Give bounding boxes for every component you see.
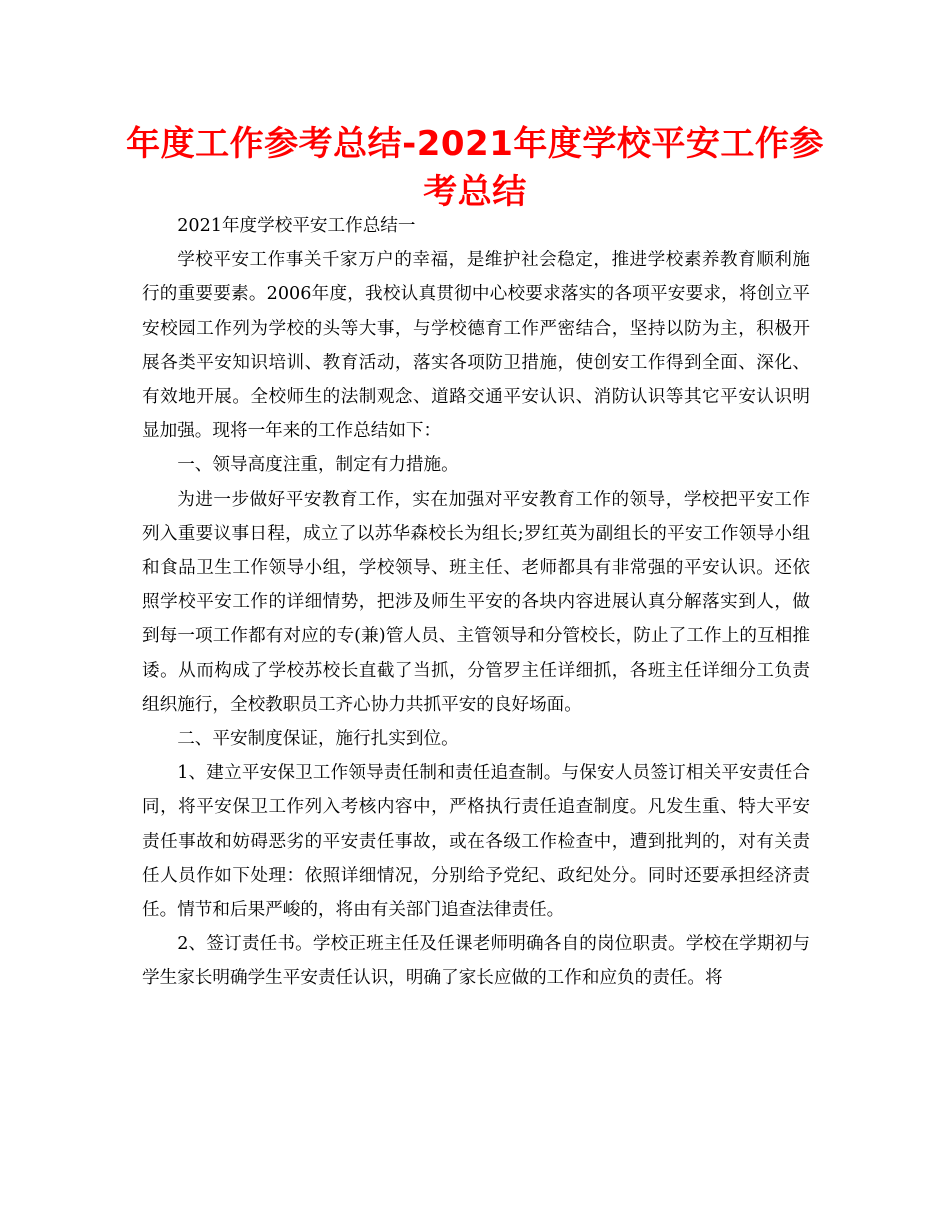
section-heading: 2021年度学校平安工作总结一 xyxy=(177,216,416,236)
document-body xyxy=(142,209,810,996)
paragraph: 1、建立平安保卫工作领导责任制和责任追查制。与保安人员签订相关平安责任合同，将平安保卫工作列入考核内容中，严格执行责任追查制度。凡发生重、特大平安责任事故和妨碍恶劣的平安责任事故，或在各级工作检查中，遭到批判的，对有关责任人员作如下处理：依照详细情况，分别给予党纪、政纪处分。同时还要承担经济责任。情节和后果严峻的，将由有关部门追查法律责任。 xyxy=(142,763,810,921)
section-heading: 二、平安制度保证，施行扎实到位。 xyxy=(177,729,459,750)
paragraph: 为进一步做好平安教育工作，实在加强对平安教育工作的领导，学校把平安工作列入重要议事日程，成立了以苏华森校长为组长;罗红英为副组长的平安工作领导小组和食品卫生工作领导小组，学校领导、班主任、老师都具有非常强的平安认识。还依照学校平安工作的详细情势，把涉及师生平安的各块内容进展认真分解落实到人，做到每一项工作都有对应的专(兼)管人员、主管领导和分管校长，防止了工作上的互相推诿。从而构成了学校苏校长直截了当抓，分管罗主任详细抓，各班主任详细分工负责组织施行，全校教职员工齐心协力共抓平安的良好场面。 xyxy=(142,489,810,715)
paragraph: 学校平安工作事关千家万户的幸福，是维护社会稳定，推进学校素养教育顺利施行的重要要素。2006年度，我校认真贯彻中心校要求落实的各项平安要求，将创立平安校园工作列为学校的头等大事，与学校德育工作严密结合，坚持以防为主，积极开展各类平安知识培训、教育活动，落实各项防卫措施，使创安工作得到全面、深化、有效地开展。全校师生的法制观念、道路交通平安认识、消防认识等其它平安认识明显加强。现将一年来的工作总结如下： xyxy=(142,250,810,442)
document-title: 年度工作参考总结-2021年度学校平安工作参考总结 xyxy=(126,124,824,212)
paragraph: 2、签订责任书。学校正班主任及任课老师明确各自的岗位职责。学校在学期初与学生家长明确学生平安责任认识，明确了家长应做的工作和应负的责任。将 xyxy=(142,934,810,989)
section-heading: 一、领导高度注重，制定有力措施。 xyxy=(177,455,459,476)
